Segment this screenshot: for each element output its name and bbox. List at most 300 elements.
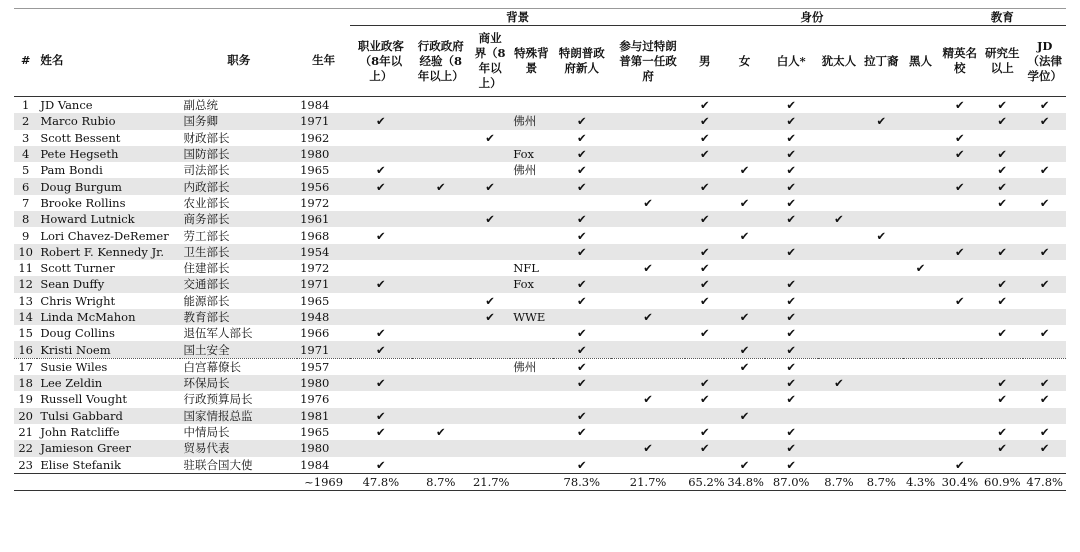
cell-value — [939, 260, 981, 276]
cell-value — [860, 293, 902, 309]
cell-value — [724, 260, 764, 276]
check-icon: ✔ — [685, 375, 724, 391]
cell-value — [470, 424, 510, 440]
check-icon: ✔ — [611, 440, 685, 456]
person-role: 教育部长 — [180, 309, 297, 325]
summary-cell: 8.7% — [860, 473, 902, 490]
check-icon: ✔ — [954, 457, 965, 472]
column-header: 男 — [685, 26, 724, 97]
table-row — [14, 424, 1066, 440]
cell-value — [860, 440, 902, 456]
summary-cell — [37, 473, 180, 490]
cell-value — [470, 97, 510, 114]
check-icon: ✔ — [981, 146, 1023, 162]
summary-cell: 60.9% — [981, 473, 1023, 490]
cell-value — [939, 375, 981, 391]
check-icon: ✔ — [739, 457, 750, 472]
person-role: 内政部长 — [180, 178, 297, 194]
cell-value — [611, 276, 685, 292]
cell-value — [611, 408, 685, 424]
row-number: 19 — [18, 392, 33, 407]
person-name: Lee Zeldin — [37, 375, 180, 391]
row-number: 15 — [18, 326, 33, 341]
cell-value — [350, 244, 412, 260]
person-role: 劳工部长 — [183, 228, 230, 243]
summary-cell: 65.2% — [685, 473, 724, 490]
cell-value — [685, 358, 724, 375]
cell-value — [510, 293, 552, 309]
cell-value — [724, 375, 764, 391]
cell-value — [412, 457, 470, 474]
table-row — [14, 113, 1066, 129]
cell-value — [818, 130, 860, 146]
cell-value — [939, 358, 981, 375]
row-number: 13 — [18, 293, 33, 308]
cell-value — [818, 178, 860, 194]
birth-year: 1971 — [297, 113, 350, 129]
row-number: 7 — [22, 195, 30, 210]
person-role: 商务部长 — [180, 211, 297, 227]
table-row — [14, 244, 1066, 260]
cell-value — [611, 457, 685, 474]
birth-year: 1954 — [297, 244, 350, 260]
cell-value — [903, 130, 939, 146]
cell-value — [818, 195, 860, 211]
cell-value — [553, 195, 611, 211]
check-icon: ✔ — [739, 228, 750, 243]
person-name: Brooke Rollins — [40, 195, 126, 210]
summary-cell: 4.3% — [903, 473, 939, 490]
table-row — [14, 178, 1066, 194]
cell-value — [1023, 146, 1066, 162]
cell-value — [724, 178, 764, 194]
cell-value — [412, 260, 470, 276]
cell-value — [350, 358, 412, 375]
birth-year: 1966 — [300, 326, 330, 341]
cell-value — [860, 408, 902, 424]
cell-value — [939, 325, 981, 341]
cell-value — [818, 227, 860, 243]
cell-value — [510, 130, 552, 146]
cell-value — [981, 260, 1023, 276]
check-icon: ✔ — [1039, 163, 1050, 178]
check-icon: ✔ — [470, 309, 510, 325]
cell-value — [939, 227, 981, 243]
person-name: Tulsi Gabbard — [37, 408, 180, 424]
check-icon: ✔ — [765, 440, 818, 456]
cell-value — [724, 130, 764, 146]
row-number: 23 — [18, 457, 33, 472]
birth-year: 1980 — [297, 146, 350, 162]
table-body — [14, 97, 1066, 474]
cell-value — [903, 227, 939, 243]
cell-value — [470, 325, 510, 341]
check-icon: ✔ — [350, 341, 412, 358]
check-icon: ✔ — [954, 293, 965, 308]
column-header: 犹太人 — [818, 26, 860, 97]
column-header: 姓名 — [37, 26, 180, 97]
cell-value — [939, 195, 981, 211]
table-row — [14, 309, 1066, 325]
cell-value — [350, 195, 412, 211]
check-icon: ✔ — [376, 228, 386, 243]
check-icon: ✔ — [915, 261, 926, 276]
cell-value — [818, 244, 860, 260]
cell-value — [903, 97, 939, 114]
check-icon: ✔ — [765, 276, 818, 292]
cell-value — [412, 309, 470, 325]
check-icon: ✔ — [553, 358, 611, 375]
row-number: 3 — [22, 130, 30, 145]
cell-value — [470, 195, 510, 211]
person-role: 国防部长 — [180, 146, 297, 162]
cell-value — [412, 162, 470, 178]
birth-year: 1961 — [297, 211, 350, 227]
person-name: Elise Stefanik — [40, 457, 121, 472]
birth-year: 1956 — [297, 178, 350, 194]
person-role: 退伍军人部长 — [183, 326, 253, 341]
check-icon: ✔ — [997, 293, 1008, 308]
summary-cell: 8.7% — [412, 473, 470, 490]
summary-row — [14, 473, 1066, 490]
check-icon: ✔ — [997, 163, 1008, 178]
cell-value — [412, 130, 470, 146]
column-header: 职业政客（8年以上） — [350, 26, 412, 97]
row-number: 1 — [22, 98, 30, 113]
cell-value — [1023, 211, 1066, 227]
column-header: 职务 — [180, 26, 297, 97]
check-icon: ✔ — [576, 130, 587, 145]
cell-value — [470, 162, 510, 178]
check-icon: ✔ — [699, 392, 710, 407]
cell-value — [939, 391, 981, 407]
cell-value — [510, 97, 552, 114]
check-icon: ✔ — [724, 309, 764, 325]
cell-value — [860, 341, 902, 358]
cell-value — [553, 260, 611, 276]
cell-value — [939, 113, 981, 129]
check-icon: ✔ — [765, 309, 818, 325]
check-icon: ✔ — [939, 178, 981, 194]
cell-value: 佛州 — [510, 113, 552, 129]
check-icon: ✔ — [786, 392, 797, 407]
person-role: 副总统 — [183, 98, 218, 113]
cell-value — [860, 178, 902, 194]
cell-value — [412, 293, 470, 309]
column-header: 女 — [724, 26, 764, 97]
group-header-background: 背景 — [350, 9, 685, 26]
table-row — [14, 391, 1066, 407]
cell-value — [939, 341, 981, 358]
cell-value — [724, 276, 764, 292]
check-icon: ✔ — [1023, 375, 1066, 391]
cell-value — [611, 293, 685, 309]
cell-value — [611, 358, 685, 375]
check-icon: ✔ — [553, 276, 611, 292]
check-icon: ✔ — [576, 293, 587, 308]
birth-year: 1971 — [297, 276, 350, 292]
cell-value — [981, 130, 1023, 146]
cell-value — [981, 211, 1023, 227]
cell-value — [724, 244, 764, 260]
summary-cell: 21.7% — [470, 473, 510, 490]
cell-value — [860, 97, 902, 114]
summary-cell: 47.8% — [350, 473, 412, 490]
check-icon: ✔ — [412, 178, 470, 194]
cell-value — [860, 375, 902, 391]
cell-value — [903, 162, 939, 178]
check-icon: ✔ — [350, 276, 412, 292]
check-icon: ✔ — [485, 130, 495, 145]
cell-value — [903, 146, 939, 162]
person-role: 农业部长 — [183, 195, 230, 210]
check-icon: ✔ — [376, 457, 386, 472]
column-header-row — [14, 26, 1066, 97]
cell-value — [724, 440, 764, 456]
birth-year: 1948 — [297, 309, 350, 325]
cell-value — [685, 227, 724, 243]
cell-value — [860, 358, 902, 375]
check-icon: ✔ — [939, 146, 981, 162]
summary-cell — [510, 473, 552, 490]
check-icon: ✔ — [376, 163, 386, 178]
check-icon: ✔ — [997, 392, 1008, 407]
row-number: 12 — [14, 276, 37, 292]
person-role: 行政预算局长 — [183, 392, 253, 407]
cell-value — [611, 375, 685, 391]
cell-value — [350, 130, 412, 146]
summary-cell: 8.7% — [818, 473, 860, 490]
cell-value — [412, 408, 470, 424]
check-icon: ✔ — [1023, 113, 1066, 129]
cell-value: WWE — [510, 309, 552, 325]
cell-value — [685, 162, 724, 178]
column-header: 特朗普政府新人 — [553, 26, 611, 97]
cell-value — [939, 276, 981, 292]
cell-value: Fox — [510, 146, 552, 162]
row-number: 8 — [14, 211, 37, 227]
birth-year: 1968 — [300, 228, 330, 243]
person-name: Jamieson Greer — [37, 440, 180, 456]
check-icon: ✔ — [739, 195, 750, 210]
column-header: JD（法律学位） — [1023, 26, 1066, 97]
cell-value — [470, 260, 510, 276]
cell-value — [860, 162, 902, 178]
row-number: 6 — [14, 178, 37, 194]
check-icon: ✔ — [997, 195, 1008, 210]
summary-cell: 87.0% — [765, 473, 818, 490]
cell-value — [510, 424, 552, 440]
cell-value — [553, 440, 611, 456]
cell-value — [860, 325, 902, 341]
check-icon: ✔ — [685, 113, 724, 129]
row-number: 10 — [14, 244, 37, 260]
check-icon: ✔ — [765, 375, 818, 391]
check-icon: ✔ — [553, 146, 611, 162]
cell-value — [611, 244, 685, 260]
cell-value — [350, 309, 412, 325]
cell-value — [765, 227, 818, 243]
summary-cell: ~1969 — [297, 473, 350, 490]
person-name: Marco Rubio — [37, 113, 180, 129]
check-icon: ✔ — [786, 163, 797, 178]
check-icon: ✔ — [724, 341, 764, 358]
summary-cell — [180, 473, 297, 490]
check-icon: ✔ — [699, 130, 710, 145]
check-icon: ✔ — [699, 326, 710, 341]
row-number: 18 — [14, 375, 37, 391]
person-role: 贸易代表 — [180, 440, 297, 456]
cell-value — [903, 309, 939, 325]
cell-value: NFL — [513, 261, 539, 276]
person-name: John Ratcliffe — [40, 425, 120, 440]
check-icon: ✔ — [765, 341, 818, 358]
cell-value — [510, 211, 552, 227]
check-icon: ✔ — [485, 293, 495, 308]
cell-value — [818, 293, 860, 309]
cell-value — [470, 391, 510, 407]
table-row — [14, 146, 1066, 162]
cell-value — [939, 309, 981, 325]
column-header: 行政政府经验（8年以上） — [412, 26, 470, 97]
cell-value — [1023, 227, 1066, 243]
cell-value — [510, 325, 552, 341]
cell-value — [470, 227, 510, 243]
cell-value — [860, 195, 902, 211]
check-icon: ✔ — [1023, 244, 1066, 260]
cell-value — [903, 113, 939, 129]
check-icon: ✔ — [699, 98, 710, 113]
check-icon: ✔ — [576, 326, 587, 341]
check-icon: ✔ — [724, 408, 764, 424]
row-number: 20 — [14, 408, 37, 424]
person-role: 财政部长 — [183, 130, 230, 145]
cell-value — [981, 408, 1023, 424]
cell-value — [860, 424, 902, 440]
cell-value — [903, 440, 939, 456]
cell-value — [981, 227, 1023, 243]
cell-value — [1023, 358, 1066, 375]
cell-value — [470, 375, 510, 391]
row-number: 2 — [14, 113, 37, 129]
row-number: 14 — [14, 309, 37, 325]
cell-value — [939, 211, 981, 227]
birth-year: 1965 — [300, 293, 330, 308]
cell-value — [903, 358, 939, 375]
summary-cell: 78.3% — [553, 473, 611, 490]
check-icon: ✔ — [818, 375, 860, 391]
cell-value — [818, 325, 860, 341]
row-number: 9 — [22, 228, 30, 243]
cell-value — [470, 408, 510, 424]
check-icon: ✔ — [611, 309, 685, 325]
person-name: Pete Hegseth — [37, 146, 180, 162]
check-icon: ✔ — [685, 244, 724, 260]
cell-value — [412, 391, 470, 407]
cell-value — [412, 97, 470, 114]
row-number: 22 — [14, 440, 37, 456]
cell-value — [611, 130, 685, 146]
cell-value — [412, 325, 470, 341]
cell-value — [510, 457, 552, 474]
cell-value — [765, 260, 818, 276]
check-icon: ✔ — [786, 195, 797, 210]
person-name: Kristi Noem — [37, 341, 180, 358]
check-icon: ✔ — [786, 130, 797, 145]
table-row — [14, 162, 1066, 178]
row-number: 17 — [14, 358, 37, 375]
check-icon: ✔ — [786, 98, 797, 113]
cell-value — [860, 244, 902, 260]
cell-value — [1023, 178, 1066, 194]
cell-value — [818, 391, 860, 407]
check-icon: ✔ — [1023, 276, 1066, 292]
column-header: # — [14, 26, 37, 97]
check-icon: ✔ — [997, 425, 1008, 440]
check-icon: ✔ — [981, 276, 1023, 292]
cell-value — [818, 440, 860, 456]
cell-value — [860, 146, 902, 162]
cell-value — [981, 457, 1023, 474]
column-header: 研究生以上 — [981, 26, 1023, 97]
cell-value — [685, 195, 724, 211]
row-number: 5 — [22, 163, 30, 178]
cell-value — [470, 341, 510, 358]
check-icon: ✔ — [876, 228, 887, 243]
birth-year: 1972 — [300, 195, 330, 210]
row-number: 11 — [18, 261, 33, 276]
check-icon: ✔ — [1039, 326, 1050, 341]
cell-value — [350, 97, 412, 114]
group-header-identity: 身份 — [685, 9, 938, 26]
check-icon: ✔ — [997, 326, 1008, 341]
check-icon: ✔ — [954, 98, 965, 113]
table-row — [14, 293, 1066, 309]
check-icon: ✔ — [954, 130, 965, 145]
row-number: 4 — [14, 146, 37, 162]
cell-value — [611, 341, 685, 358]
cabinet-table-container — [14, 8, 1066, 491]
table-row — [14, 211, 1066, 227]
cell-value — [818, 146, 860, 162]
cell-value — [1023, 309, 1066, 325]
table-row — [14, 130, 1066, 146]
cell-value — [412, 358, 470, 375]
check-icon: ✔ — [685, 440, 724, 456]
cell-value: 佛州 — [510, 358, 552, 375]
birth-year: 1972 — [300, 261, 330, 276]
row-number: 16 — [14, 341, 37, 358]
cell-value — [903, 341, 939, 358]
cell-value — [350, 260, 412, 276]
cell-value — [939, 408, 981, 424]
check-icon: ✔ — [765, 244, 818, 260]
check-icon: ✔ — [643, 261, 653, 276]
person-role: 卫生部长 — [180, 244, 297, 260]
cell-value — [510, 195, 552, 211]
check-icon: ✔ — [860, 113, 902, 129]
cell-value — [412, 440, 470, 456]
cell-value — [724, 211, 764, 227]
person-role: 白宫幕僚长 — [180, 358, 297, 375]
cell-value — [981, 341, 1023, 358]
column-header: 白人* — [765, 26, 818, 97]
check-icon: ✔ — [939, 244, 981, 260]
cell-value — [611, 97, 685, 114]
check-icon: ✔ — [553, 408, 611, 424]
column-header: 精英名校 — [939, 26, 981, 97]
check-icon: ✔ — [699, 261, 710, 276]
